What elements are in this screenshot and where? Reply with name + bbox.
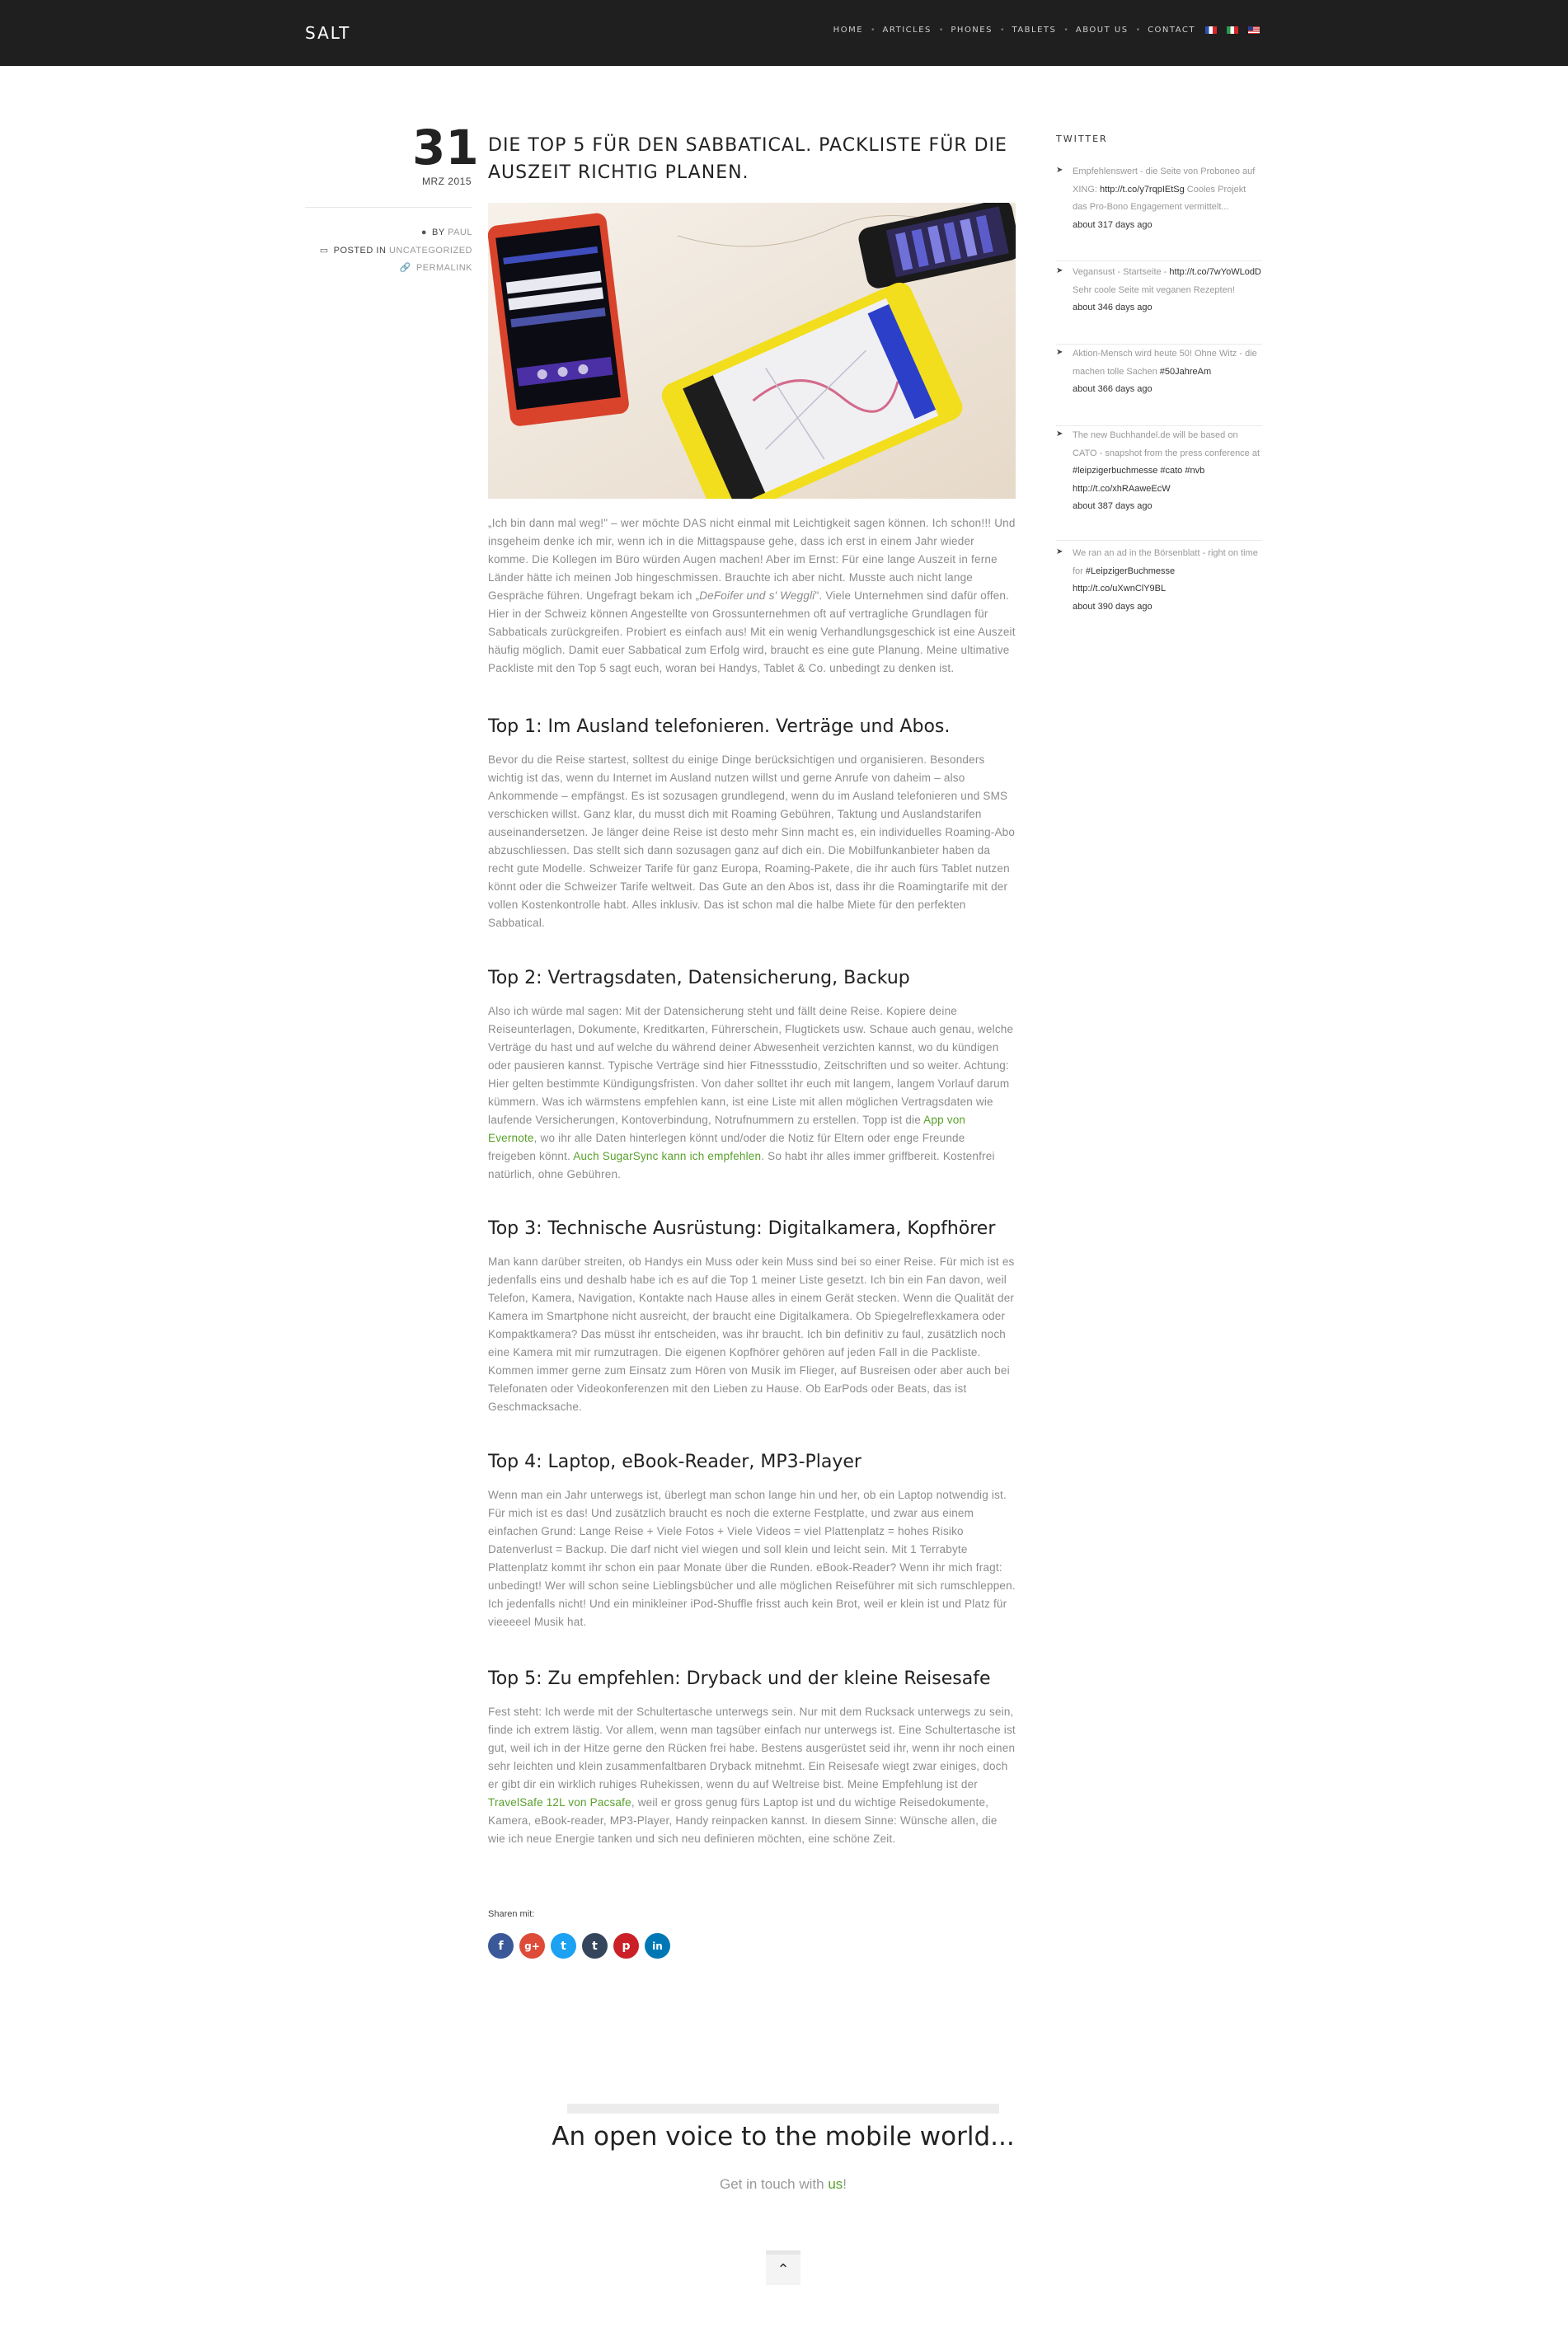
contact-us-link[interactable]: us <box>828 2176 843 2192</box>
tweet-item <box>1056 545 1262 616</box>
nav-separator: • <box>1000 26 1004 35</box>
section-1-heading: Top 1: Im Ausland telefonieren. Verträge und Abos. <box>488 716 951 737</box>
twitter-widget-title: TWITTER <box>1056 134 1108 144</box>
folder-icon: ▭ <box>319 246 329 256</box>
tweet-divider <box>1056 260 1262 261</box>
meta-divider <box>305 207 472 208</box>
section-5-heading: Top 5: Zu empfehlen: Dryback und der kleine Reisesafe <box>488 1668 991 1689</box>
nav-separator: • <box>1136 26 1140 35</box>
tweet-divider <box>1056 540 1262 541</box>
intro-text-2: ". Viele Unternehmen sind dafür offen. Hier in der Schweiz können Angestellte von Grossunternehmen oft auf vertragliche Grundlagen für Sabbaticals zurückgreifen. Probiert es einfach aus! Mit ein wenig Verhandlungsgeschick ist eine Auszeit häufig möglich. Damit euer Sabbatical zum Erfolg wird, braucht es eine gute Planung. Meine ultimative Packliste mit den Top 5 sagt euch, woran bei Handys, Tablet & Co. unbedingt zu denken ist. <box>488 589 1016 674</box>
section-2-text-b: , wo ihr alle Daten hinterlegen könnt und/oder die Notiz für Eltern oder enge Freunde freigeben könnt. <box>488 1132 965 1162</box>
meta-posted-label: POSTED IN <box>333 246 387 256</box>
intro-italic: DeFoifer und s' Weggli <box>699 589 815 602</box>
tweet-divider <box>1056 344 1262 345</box>
section-2-text <box>488 1002 1016 1184</box>
tweet-text: The new Buchhandel.de will be based on CATO - snapshot from the press conference at #leipzigerbuchmesse #cato #nvb http://t.co/xhRAaweEcW about 387 days ago <box>1073 430 1261 511</box>
footer-divider-bar <box>567 2104 999 2114</box>
nav-separator: • <box>939 26 943 35</box>
tweet-item <box>1056 427 1262 516</box>
tweet-text: Aktion-Mensch wird heute 50! Ohne Witz - die machen tolle Sachen #50JahreAm about 366 days ago <box>1073 349 1257 394</box>
nav-separator: • <box>1064 26 1068 35</box>
flag-it-icon[interactable] <box>1227 26 1238 34</box>
section-2-text-c: . So habt ihr alles immer griffbereit. Kostenfrei natürlich, ohne Gebühren. <box>488 1150 995 1180</box>
chevron-up-icon: ⌃ <box>777 2261 790 2278</box>
section-2-heading: Top 2: Vertragsdaten, Datensicherung, Backup <box>488 968 910 988</box>
tweet-time[interactable]: about 387 days ago <box>1073 501 1153 511</box>
flag-us-icon[interactable] <box>1248 26 1260 34</box>
travelsafe-link[interactable]: TravelSafe 12L von Pacsafe <box>488 1796 631 1809</box>
section-5-text-b: , weil er gross genug fürs Laptop ist und du wichtige Reisedokumente, Kamera, eBook-reader, MP3-Player, Handy reinpacken kannst. In diesem Sinne: Wünsche allen, die wie ich neue Energie tanken und sich neu definieren möchten, eine schöne Zeit. <box>488 1796 998 1845</box>
back-to-top-button[interactable] <box>766 2250 800 2285</box>
footer-contact-line: Get in touch with us! <box>719 2176 847 2192</box>
google-plus-share-button[interactable]: g+ <box>519 1933 545 1959</box>
meta-by-label: BY <box>432 228 445 237</box>
meta-permalink <box>305 262 472 273</box>
section-4-heading: Top 4: Laptop, eBook-Reader, MP3-Player <box>488 1452 861 1472</box>
nav-contact[interactable]: CONTACT <box>1148 26 1195 35</box>
tweet-link[interactable]: #LeipzigerBuchmesse http://t.co/uXwnClY9BL <box>1073 565 1176 594</box>
share-label: Sharen mit: <box>488 1909 535 1919</box>
section-5-text <box>488 1703 1016 1848</box>
tweet-text: Vegansust - Startseite - http://t.co/7wYoWLodD Sehr coole Seite mit veganen Rezepten! about 346 days ago <box>1073 267 1261 312</box>
nav-articles[interactable]: ARTICLES <box>882 26 932 35</box>
twitter-bird-icon: ➤ <box>1056 429 1063 439</box>
meta-author <box>305 228 472 237</box>
flag-fr-icon[interactable] <box>1205 26 1217 34</box>
section-5-text-a: Fest steht: Ich werde mit der Schultertasche unterwegs sein. Nur mit dem Rucksack unterwegs zu sein, finde ich extrem lästig. Vor allem, wenn man tagsüber einfach nur unterwegs ist. Eine Schultertasche ist gut, weil ich in der Hitze gerne den Rücken frei habe. Bestens ausgerüstet seid ihr, wenn ihr noch einen sehr leichten und klein zusammenfaltbaren Dryback mitnehmt. Ein Reisesafe wiegt zwar einiges, doch er gibt dir ein wirklich ruhiges Ruhekissen, wenn du auf Weltreise bist. Meine Empfehlung ist der <box>488 1706 1016 1790</box>
nav-phones[interactable]: PHONES <box>951 26 993 35</box>
tweet-item <box>1056 264 1262 317</box>
nav-about-us[interactable]: ABOUT US <box>1075 26 1129 35</box>
linkedin-share-button[interactable]: in <box>645 1933 670 1959</box>
nav-home[interactable]: HOME <box>833 26 864 35</box>
section-2-text-a: Also ich würde mal sagen: Mit der Datensicherung steht und fällt deine Reise. Kopiere deine Reiseunterlagen, Dokumente, Kreditkarten, Führerschein, Flugtickets usw. Schaue auch genau, welche Verträge du hast und auf welche du während deiner Abwesenheit verzichten kannst, wo du kündigen oder pausieren kannst. Typische Verträge sind hier Fitnessstudio, Zeitschriften und so weiter. Achtung: Hier gelten bestimmte Kündigungsfristen. Von daher solltet ihr euch mit langem, langem Vorlauf darum kümmern. Was ich wärmstens empfehlen kann, ist eine Liste mit allen möglichen Vertragsdaten wie laufende Versicherungen, Kontoverbindung, Notrufnummern zu erstellen. Topp ist die <box>488 1005 1014 1126</box>
link-icon: 🔗 <box>399 263 411 273</box>
section-1-text: Bevor du die Reise startest, solltest du einige Dinge berücksichtigen und organisieren. Besonders wichtig ist das, wenn du Internet im Ausland nutzen willst und gerne Anrufe von daheim – also Ankommende – empfängst. Es ist sozusagen grundlegend, wenn du im Ausland telefonieren und SMS verschicken willst. Ganz klar, du musst dich mit Roaming Gebühren, Taktung und Auslandstarifen auseinandersetzen. Je länger deine Reise ist desto mehr Sinn macht es, ein individuelles Roaming-Abo abzuschliessen. Das stellt sich dann sozusagen ganz auf dich ein. Die Mobilfunkanbieter haben da recht gute Modelle. Schweizer Tarife für ganz Europa, Roaming-Pakete, die ihr auch fürs Tablet nutzen könnt oder die Schweizer Tarife weltweit. Das Gute an den Abos ist, dass ihr die Roamingtarife mit der vollen Kostenkontrolle habt. Alles inklusiv. Das ist schon mal die halbe Miete für den perfekten Sabbatical. <box>488 753 1016 929</box>
twitter-bird-icon: ➤ <box>1056 166 1063 175</box>
evernote-link[interactable]: App von Evernote <box>488 1114 966 1144</box>
sugarsync-link[interactable]: Auch SugarSync kann ich empfehlen <box>573 1150 762 1162</box>
facebook-share-button[interactable]: f <box>488 1933 514 1959</box>
post-date-month: MRZ 2015 <box>421 176 472 187</box>
phones-photo <box>488 203 1016 499</box>
tweet-time[interactable]: about 346 days ago <box>1073 303 1153 312</box>
post-hero-image <box>488 203 1016 499</box>
tweet-item <box>1056 345 1262 399</box>
meta-author-link[interactable]: PAUL <box>448 228 472 237</box>
meta-permalink-link[interactable]: PERMALINK <box>415 263 472 273</box>
nav-separator: • <box>871 26 875 35</box>
tweet-divider <box>1056 425 1262 426</box>
nav-tablets[interactable]: TABLETS <box>1012 26 1057 35</box>
meta-category-link[interactable]: UNCATEGORIZED <box>388 246 472 256</box>
top-navbar <box>0 0 1568 66</box>
twitter-share-button[interactable]: t <box>551 1933 576 1959</box>
tweet-link[interactable]: http://t.co/7wYoWLodD <box>1169 267 1261 277</box>
tweet-text: Empfehlenswert - die Seite von Proboneo auf XING: http://t.co/y7rqpIEtSg Cooles Projekt das Pro-Bono Engagement vermittelt... about 317 days ago <box>1073 167 1256 230</box>
tweet-link[interactable]: #50JahreAm <box>1159 366 1212 377</box>
twitter-bird-icon: ➤ <box>1056 348 1063 357</box>
twitter-bird-icon: ➤ <box>1056 266 1063 275</box>
tweet-link[interactable]: #leipzigerbuchmesse #cato #nvb http://t.co/xhRAaweEcW <box>1073 466 1205 494</box>
share-buttons <box>488 1933 670 1959</box>
section-3-text: Man kann darüber streiten, ob Handys ein Muss oder kein Muss sind bei so einer Reise. Für mich ist es jedenfalls eins und deshalb habe ich es auf die Top 1 meiner Liste gesetzt. Ich bin ein Fan davon, weil Telefon, Kamera, Navigation, Kontakte nach Hause alles in einem Gerät stecken. Wenn die Qualität der Kamera im Smartphone nicht ausreicht, der braucht eine Digitalkamera. Ob Spiegelreflexkamera oder Kompaktkamera? Das müsst ihr entscheiden, was ihr braucht. Ich bin definitiv zu faul, zusätzlich noch eine Kamera mit mir rumzutragen. Die eigenen Kopfhörer gehören auf jeden Fall in die Packliste. Kommen immer gerne zum Einsatz zum Hören von Musik im Flieger, auf Busreisen oder aber auch bei Telefonaten oder Videokonferenzen mit den Lieben zu Hause. Ob EarPods oder Beats, das ist Geschmacksache. <box>488 1255 1015 1413</box>
twitter-bird-icon: ➤ <box>1056 547 1063 556</box>
intro-paragraph <box>488 514 1016 678</box>
tumblr-share-button[interactable]: t <box>582 1933 608 1959</box>
user-icon: ● <box>420 228 428 237</box>
intro-text-1: „Ich bin dann mal weg!" – wer möchte DAS nicht einmal mit Leichtigkeit sagen können. Ich schon!!! Und insgeheim denke ich mir, wenn ich in die Mittagspause gehe, dass ich erst in einem Jahr wieder komme. Die Kollegen im Büro würden Augen machen! Aber im Ernst: Für eine lange Auszeit in ferne Länder hätte ich meinen Job hingeschmissen. Brauchte ich aber nicht. Musste auch nicht lange Gespräche führen. Ungefragt bekam ich „ <box>488 517 1016 602</box>
footer-tagline: An open voice to the mobile world... <box>552 2122 1015 2152</box>
site-logo[interactable]: SALT <box>305 23 351 43</box>
section-3-heading: Top 3: Technische Ausrüstung: Digitalkamera, Kopfhörer <box>488 1218 996 1239</box>
pinterest-share-button[interactable]: p <box>613 1933 639 1959</box>
post-title: DIE TOP 5 FÜR DEN SABBATICAL. PACKLISTE FÜR DIE AUSZEIT RICHTIG PLANEN. <box>488 135 1007 183</box>
tweet-time[interactable]: about 390 days ago <box>1073 601 1153 612</box>
post-date-day: 31 <box>412 120 479 176</box>
section-4-text: Wenn man ein Jahr unterwegs ist, überlegt man schon lange hin und her, ob ein Laptop notwendig ist. Für mich ist es das! Und zusätzlich braucht es noch die externe Festplatte, und zwar aus einem einfachen Grund: Lange Reise + Viele Fotos + Viele Videos = viel Plattenplatz = hohes Risiko Datenverlust = Backup. Die darf nicht viel wiegen und soll klein und leicht sein. Mit 1 Terrabyte Plattenplatz kommt ihr schon ein paar Monate über die Runden. eBook-Reader? Wenn ihr mich fragt: unbedingt! Wer will schon seine Lieblingsbücher und alle möglichen Reiseführer mit sich rumschleppen. Ich jedenfalls nicht! Und ein minikleiner iPod-Shuffle frisst auch kein Brot, weil er klein ist und Platz für vieeeeel Musik hat. <box>488 1489 1016 1628</box>
tweet-link[interactable]: http://t.co/y7rqpIEtSg <box>1100 184 1185 195</box>
tweet-item <box>1056 163 1262 234</box>
tweet-text: We ran an ad in the Börsenblatt - right on time for #LeipzigerBuchmesse http://t.co/uXwnClY9BL about 390 days ago <box>1073 548 1258 612</box>
tweet-time[interactable]: about 317 days ago <box>1073 219 1153 230</box>
tweet-time[interactable]: about 366 days ago <box>1073 384 1153 394</box>
main-nav <box>833 26 1260 35</box>
meta-category <box>305 245 472 256</box>
